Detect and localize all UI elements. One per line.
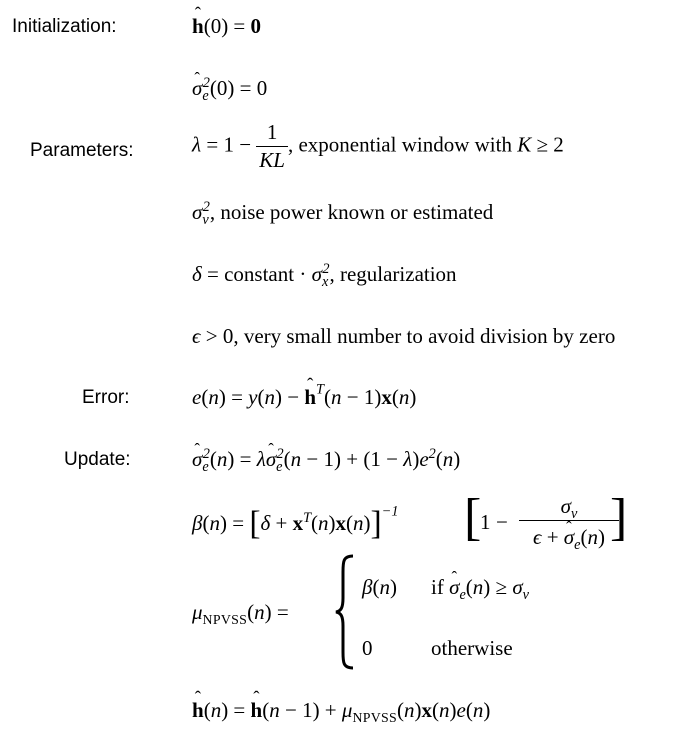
update-beta-equation: $\beta(n) = [\delta + x^T(n)x(n)]^{-1}$ [ 1 − $\sigma_v$ ϵ + ˆ $\sigma_e(n)$ ] bbox=[192, 496, 399, 518]
case-beta-condition: if ˆ $\sigma_e(n) \ge \sigma_v$ bbox=[431, 577, 529, 598]
label-update: Update: bbox=[64, 449, 131, 470]
case-beta: β(n) bbox=[362, 575, 397, 599]
param-epsilon-equation: ϵ > 0, very small number to avoid division by zero bbox=[192, 324, 616, 348]
update-sigma-equation: ˆ $\sigma_e^2(n)$ = λˆ $\sigma_e^2(n - 1) + (1 - \lambda)e^2(n)$ bbox=[192, 449, 460, 470]
error-equation: e(n) = y(n) − ˆ $h^T(n - 1)x(n)$ bbox=[192, 387, 416, 408]
param-noise-equation: $\sigma_v^2$, noise power known or estimated bbox=[192, 199, 494, 228]
left-brace-icon bbox=[334, 554, 356, 670]
label-error: Error: bbox=[82, 387, 130, 408]
param-delta-equation: δ = constant · $\sigma_x^2$, regularization bbox=[192, 261, 457, 290]
case-zero: 0 bbox=[362, 636, 373, 660]
update-mu-equation: $\mu_{NPVSS}(n)$ = bbox=[192, 600, 289, 627]
init-h-equation: ˆ h(0) = 0 bbox=[192, 16, 261, 37]
update-h-equation: ˆ h(n) = ˆ $h(n - 1) + \mu_{NPVSS}(n)x(n)e(n)$ bbox=[192, 700, 490, 721]
init-sigma-equation: ˆ $\sigma_e^2(0) = 0$ bbox=[192, 78, 267, 99]
label-initialization: Initialization: bbox=[12, 16, 117, 37]
label-parameters: Parameters: bbox=[30, 140, 134, 161]
case-otherwise: otherwise bbox=[431, 636, 513, 660]
param-lambda-equation: λ = 1 − $\frac{1}{KL}$ , exponential window with K ≥ 2 bbox=[192, 120, 564, 172]
